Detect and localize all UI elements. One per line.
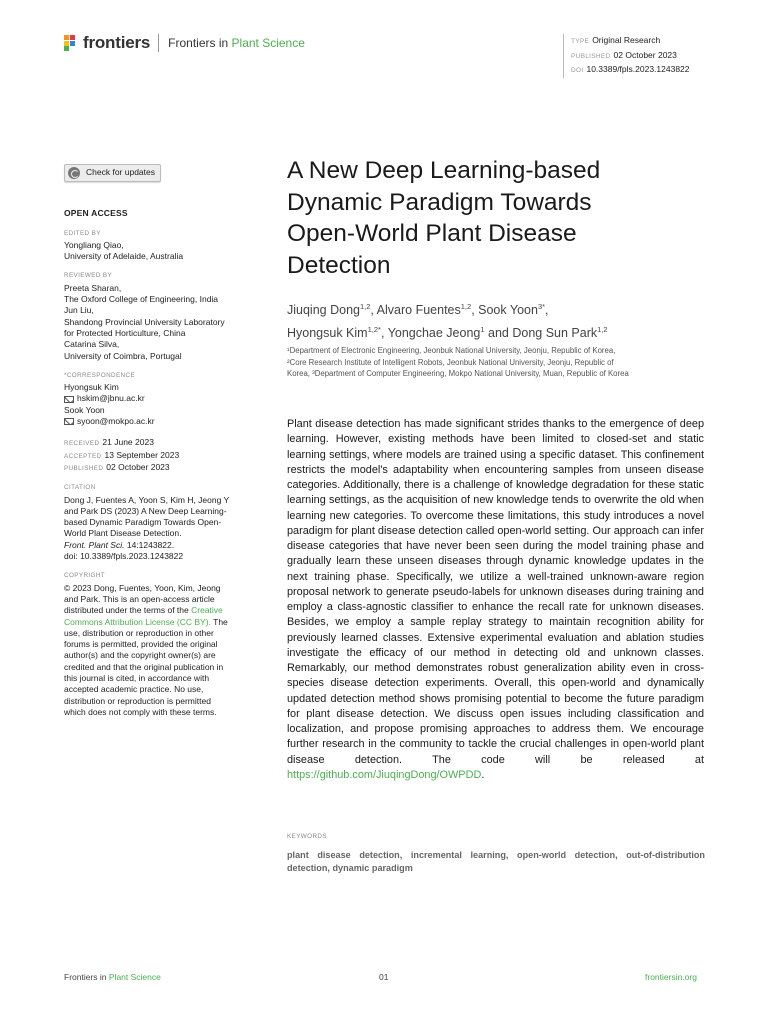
copyright-label: COPYRIGHT [64, 572, 106, 580]
license-link[interactable]: Commons Attribution License (CC BY). [64, 616, 211, 627]
article-type: Original Research [592, 35, 661, 45]
edited-by-label: EDITED BY [64, 229, 101, 237]
copyright: © 2023 Dong, Fuentes, Yoon, Kim, Jeong and Park. This is an open-access article distributed under the terms of the Creative Commons Attribution License (CC BY). The use, distribution or reproduction in other forums is permitted, provided the original author(s) and the copyright owner(s) are credited and that the original publication in this journal is cited, in accordance with accepted academic practice. No use, distribution or reproduction is permitted which does not comply with these terms. [64, 582, 228, 717]
keywords-label: KEYWORDS [287, 833, 327, 840]
email-icon [64, 396, 74, 403]
refresh-icon [68, 167, 80, 179]
article-title: A New Deep Learning-based Dynamic Paradigm Towards Open-World Plant Disease Detection [287, 157, 601, 279]
author-name[interactable]: Alvaro Fuentes [376, 303, 461, 318]
doi[interactable]: 10.3389/fpls.2023.1243822 [586, 64, 690, 74]
correspondence-label: *CORRESPONDENCE [64, 371, 136, 379]
reviewed-by-label: REVIEWED BY [64, 272, 113, 280]
edited-by: Yongliang Qiao, University of Adelaide, Australia [64, 239, 184, 262]
article-meta: TYPE Original Research PUBLISHED 02 October 2023 DOI 10.3389/fpls.2023.1243822 [563, 34, 690, 78]
email-link[interactable]: syoon@mokpo.ac.kr [77, 416, 155, 427]
reviewed-by: Preeta Sharan, The Oxford College of Engineering, India Jun Liu, Shandong Provincial University Laboratory for Protected Horticulture, China Catarina Silva, University of Coimbra, Portugal [64, 282, 225, 361]
affiliations: ¹Department of Electronic Engineering, Jeonbuk National University, Jeonju, Republic of Korea, ²Core Research Institute of Intelligent Robots, Jeonbuk National University, Jeonju, Republic of Korea, ³Department of Computer Engineering, Mokpo National University, Muan, Republic of Korea [287, 346, 629, 378]
author-name[interactable]: Jiuqing Dong [287, 303, 360, 318]
author-name[interactable]: Yongchae Jeong [387, 326, 481, 341]
citation-doi[interactable]: doi: 10.3389/fpls.2023.1243822 [64, 551, 184, 562]
check-for-updates-button[interactable]: Check for updates [64, 164, 161, 182]
frontiers-logo-icon [64, 35, 78, 51]
correspondence: Hyongsuk Kim hskim@jbnu.ac.kr Sook Yoon syoon@mokpo.ac.kr [64, 382, 155, 427]
sidebar [64, 164, 244, 718]
footer-site-link[interactable]: frontiersin.org [645, 972, 697, 982]
keywords: plant disease detection, incremental learning, open-world detection, out-of-distribution detection, dynamic paradigm [287, 850, 705, 873]
published-date: 02 October 2023 [613, 49, 677, 60]
logo-divider [158, 34, 159, 52]
author-name[interactable]: Sook Yoon [478, 303, 538, 318]
email-link[interactable]: hskim@jbnu.ac.kr [77, 393, 145, 404]
email-icon [64, 418, 74, 425]
citation: Dong J, Fuentes A, Yoon S, Kim H, Jeong Y and Park DS (2023) A New Deep Learning- based Dynamic Paradigm Towards Open- World Plant Disease Detection. Front. Plant Sci. 14:1243822. doi: 10.3389/fpls.2023.1243822 [64, 495, 244, 563]
brand-name: frontiers [83, 33, 151, 52]
citation-label: CITATION [64, 484, 96, 492]
author-list: Jiuqing Dong$^{1,2}$, Alvaro Fuentes$^{1,2}$, Sook Yoon$^{3*}$, Hyongsuk Kim$^{1,2*}$, Yongchae Jeong$^1$ and Dong Sun Park$^{1,2}$ [287, 302, 608, 341]
author-name[interactable]: Hyongsuk Kim [287, 326, 368, 341]
author-name[interactable]: Dong Sun Park [512, 326, 598, 341]
license-link[interactable]: Creative [191, 605, 223, 616]
open-access-label: OPEN ACCESS [64, 208, 128, 219]
code-link[interactable]: https://github.com/JiuqingDong/OWPDD [287, 768, 482, 781]
footer-journal: Frontiers in Plant Science [64, 972, 161, 982]
page-number: 01 [379, 972, 389, 982]
journal-name: Frontiers in Plant Science [168, 36, 305, 50]
frontiers-logo[interactable] [64, 33, 305, 53]
abstract: Plant disease detection has made significant strides thanks to the emergence of deep learning. However, existing methods have been limited to closed-set and static learning settings, where models are trained using a specific dataset. This confinement restricts the model's adaptability when encountering samples from unseen disease categories. Additionally, there is a challenge of knowledge degradation for these static learning settings, as the acquisition of new knowledge tends to overwrite the old when learning new categories. To overcome these limitations, this study introduces a novel paradigm for plant disease detection called open-world setting. Our approach can infer disease categories that have never been seen during the model training phase and gradually learn these unseen diseases through dynamic knowledge updates in the next training phase. Specifically, we utilize a well-trained unknown-aware region proposal network to generate pseudo-labels for unknown diseases during training and employ a class-agnostic classifier to enhance the recall rate for unknown diseases. Besides, we employ a sample replay strategy to maintain recognition ability for previously learned classes. Extensive experimental evaluation and ablation studies investigate the efficacy of our method in detecting old and unknown classes. Remarkably, our method demonstrates robust generalization ability even in cross-species disease detection experiments. Overall, this open-world and dynamically updated detection method shows promising potential to become the future paradigm for plant disease detection. We discuss open issues including classification and localization, and propose promising approaches to address them. We encourage further research in the community to tackle the crucial challenges in open-world plant disease detection. The code will be released at https://github.com/JiuqingDong/OWPDD. [287, 418, 704, 781]
history-dates: RECEIVED 21 June 2023 ACCEPTED 13 September 2023 PUBLISHED 02 October 2023 [64, 437, 180, 472]
